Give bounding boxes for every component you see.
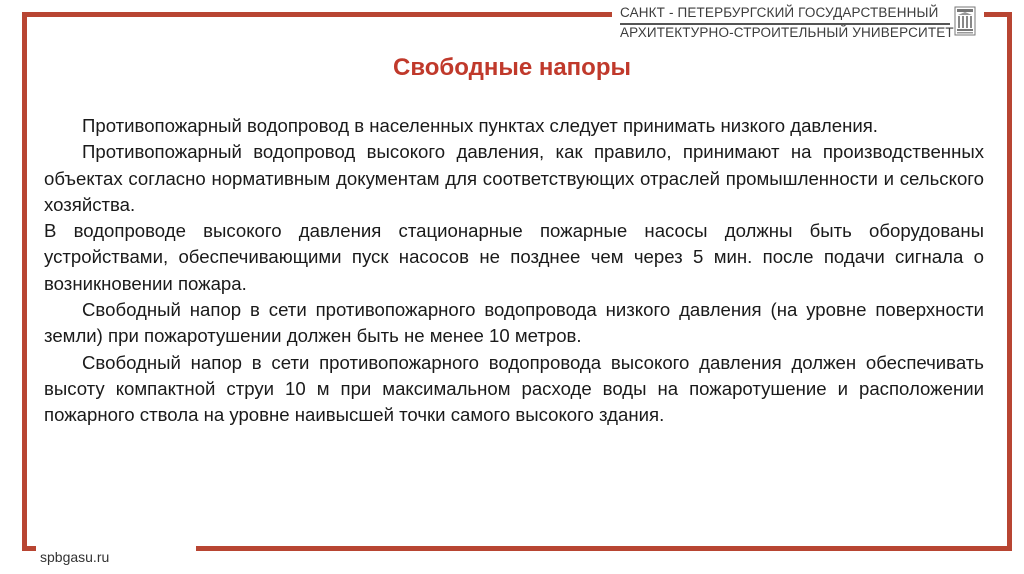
- paragraph-3: В водопроводе высокого давления стационарные пожарные насосы должны быть оборудованы устройствами, обеспечивающими пуск насосов не позднее чем через 5 мин. после подачи сигнала о возникновении пожара.: [44, 220, 984, 294]
- header-line-1: САНКТ - ПЕТЕРБУРГСКИЙ ГОСУДАРСТВЕННЫЙ: [620, 5, 939, 20]
- header-line-2: АРХИТЕКТУРНО-СТРОИТЕЛЬНЫЙ УНИВЕРСИТЕТ: [620, 25, 954, 40]
- paragraph-5: Свободный напор в сети противопожарного водопровода высокого давления должен обеспечивать высоту компактной струи 10 м при максимальном расходе воды на пожаротушение и расположении пожарного ствола на уровне наивысшей точки самого высокого здания.: [44, 351, 984, 426]
- footer-site-link[interactable]: spbgasu.ru: [40, 549, 110, 565]
- slide-title: Свободные напоры: [393, 54, 631, 81]
- university-header: [620, 4, 976, 42]
- frame-top-border-left: [22, 12, 612, 17]
- frame-top-border-right: [984, 12, 1012, 17]
- slide-body: [44, 113, 984, 429]
- header-divider: [620, 23, 950, 25]
- university-building-icon: [954, 6, 976, 36]
- paragraph-1: Противопожарный водопровод в населенных пунктах следует принимать низкого давления.: [82, 115, 878, 136]
- paragraph-2: Противопожарный водопровод высокого давления, как правило, принимают на производственных объектах согласно нормативным документам для соответствующих отраслей промышленности и сельского хозяйства.: [44, 141, 984, 215]
- paragraph-4: Свободный напор в сети противопожарного водопровода низкого давления (на уровне поверхности земли) при пожаротушении должен быть не менее 10 метров.: [44, 299, 984, 347]
